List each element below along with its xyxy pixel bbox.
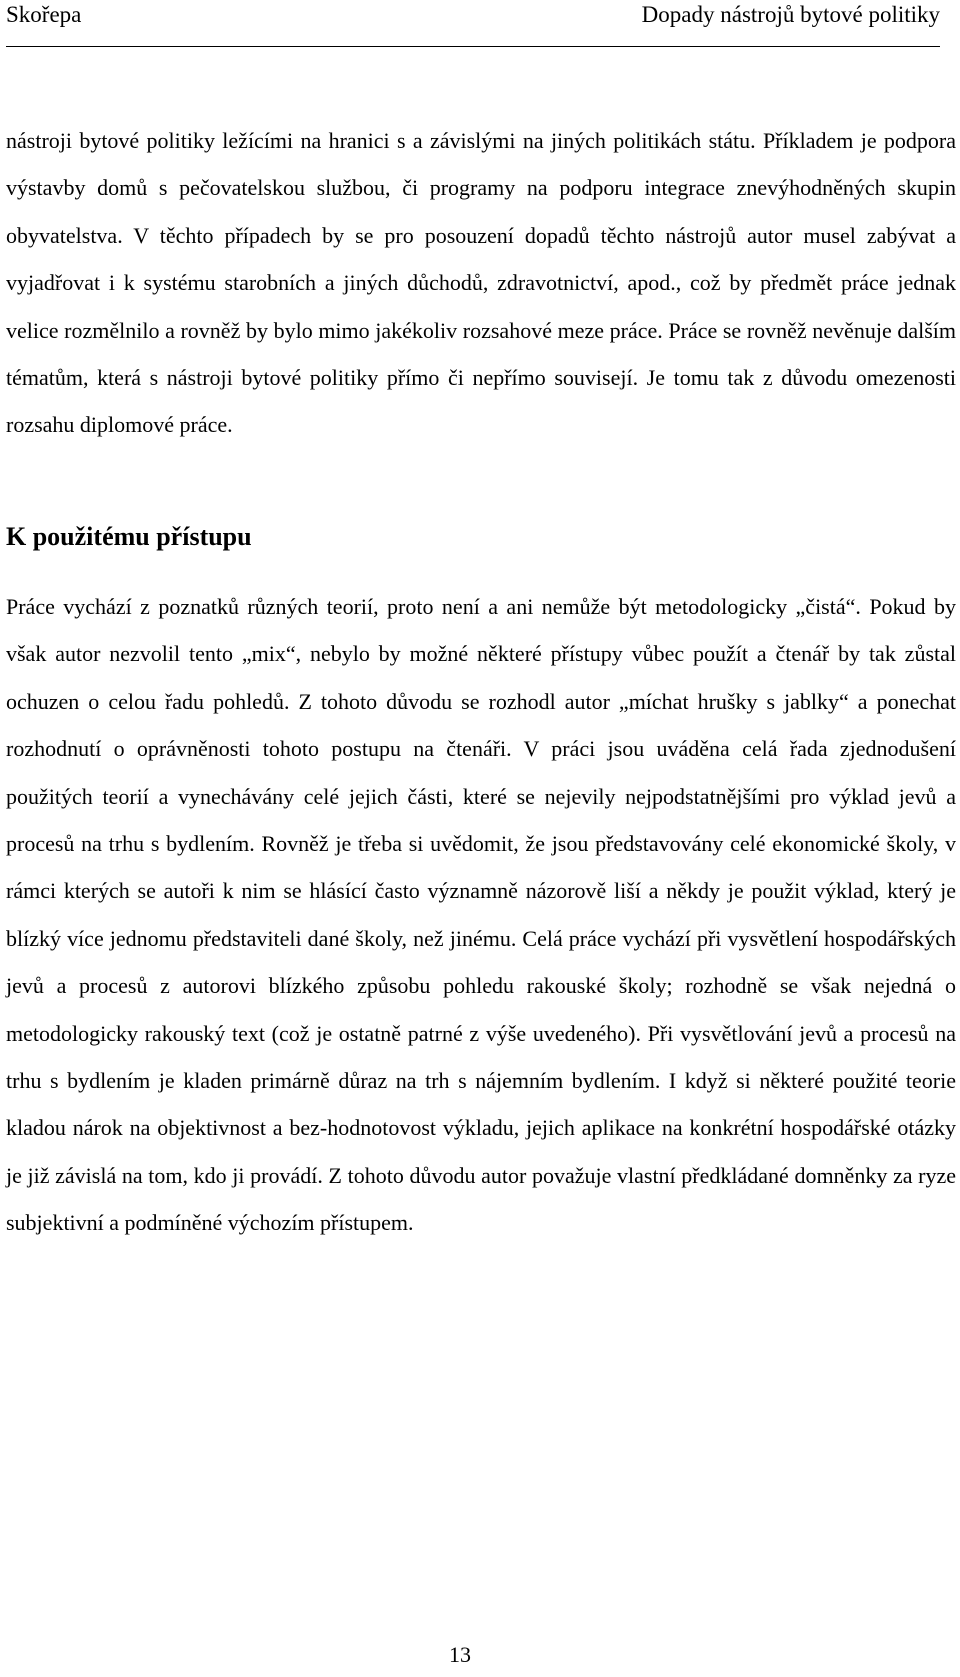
header-author: Skořepa bbox=[6, 2, 82, 27]
running-header bbox=[6, 0, 940, 47]
page-number: 13 bbox=[449, 1642, 471, 1667]
section-heading: K použitému přístupu bbox=[6, 522, 252, 551]
paragraph-intro: nástroji bytové politiky ležícími na hranici s a závislými na jiných politikách státu. Příkladem je podpora výstavby domů s pečovatelskou službou, či programy na podporu integrace znevýhodněných skupin obyvatelstva. V těchto případech by se pro posouzení dopadů těchto nástrojů autor musel zabývat a vyjadřovat i k systému starobních a jiných důchodů, zdravotnictví, apod., což by předmět práce jednak velice rozmělnilo a rovněž by bylo mimo jakékoliv rozsahové meze práce. Práce se rovněž nevěnuje dalším tématům, která s nástroji bytové politiky přímo či nepřímo souvisejí. Je tomu tak z důvodu omezenosti rozsahu diplomové práce. bbox=[6, 128, 956, 438]
header-title: Dopady nástrojů bytové politiky bbox=[641, 2, 940, 27]
paragraph-approach: Práce vychází z poznatků různých teorií, proto není a ani nemůže být metodologicky „čistá“. Pokud by však autor nezvolil tento „mix“, nebylo by možné některé přístupy vůbec použít a čtenář by tak zůstal ochuzen o celou řadu pohledů. Z tohoto důvodu se rozhodl autor „míchat hrušky s jablky“ a ponechat rozhodnutí o oprávněnosti tohoto postupu na čtenáři. V práci jsou uváděna celá řada zjednodušení použitých teorií a vynechávány celé jejich části, které se nejevily nejpodstatnějšími pro výklad jevů a procesů na trhu s bydlením. Rovněž je třeba si uvědomit, že jsou představovány celé ekonomické školy, v rámci kterých se autoři k nim se hlásící často významně názorově liší a někdy je použit výklad, který je blízký více jednomu představiteli dané školy, než jinému. Celá práce vychází při vysvětlení hospodářských jevů a procesů z autorovi blízkého způsobu pohledu rakouské školy; rozhodně se však nejedná o metodologicky rakouský text (což je ostatně patrné z výše uvedeného). Při vysvětlování jevů a procesů na trhu s bydlením je kladen primárně důraz na trh s nájemním bydlením. I když si některé použité teorie kladou nárok na objektivnost a bez-hodnotovost výkladu, jejich aplikace na konkrétní hospodářské otázky je již závislá na tom, kdo ji provádí. Z tohoto důvodu autor považuje vlastní předkládané domněnky za ryze subjektivní a podmíněné výchozím přístupem. bbox=[6, 594, 956, 1236]
